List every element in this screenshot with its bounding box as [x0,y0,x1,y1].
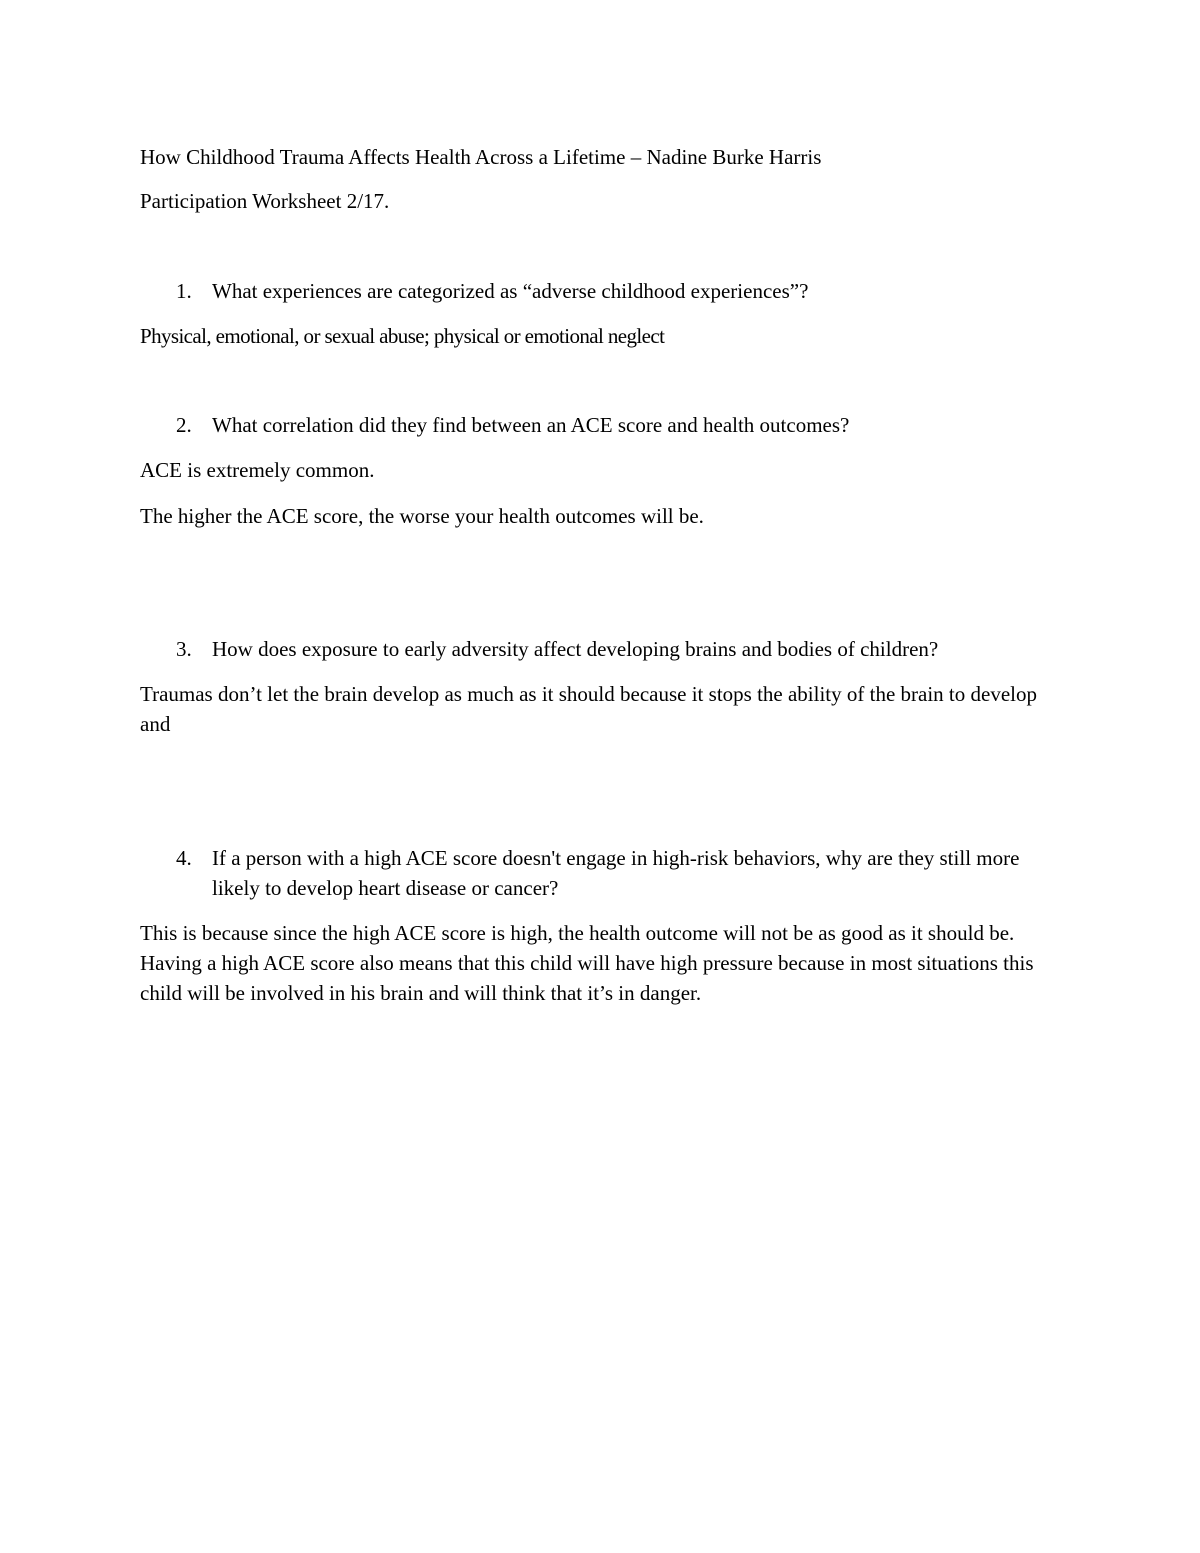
answer-2-line-2: The higher the ACE score, the worse your health outcomes will be. [140,504,704,528]
question-number: 3. [176,637,192,661]
question-text: If a person with a high ACE score doesn't engage in high-risk behaviors, why are they still more likely to develop heart disease or cancer? [212,846,1020,900]
answer-3: Traumas don’t let the brain develop as much as it should because it stops the ability of the brain to develop and [140,682,1037,736]
answer-1-line-1: Physical, emotional, or sexual abuse; physical or emotional neglect [140,324,665,348]
question-2 [176,410,1036,440]
answer-2-line-1: ACE is extremely common. [140,458,375,482]
question-text: What correlation did they find between an ACE score and health outcomes? [212,413,850,437]
question-4 [176,843,1036,903]
question-text: What experiences are categorized as “adverse childhood experiences”? [212,279,809,303]
question-number: 4. [176,846,192,870]
question-text: How does exposure to early adversity affect developing brains and bodies of children? [212,637,939,661]
answer-4: This is because since the high ACE score is high, the health outcome will not be as good as it should be. Having a high ACE score also means that this child will have high pressure because in most situations this child will be involved in his brain and will think that it’s in danger. [140,921,1034,1005]
document-title: How Childhood Trauma Affects Health Across a Lifetime – Nadine Burke Harris [140,145,822,169]
question-1 [176,276,1036,306]
question-number: 2. [176,413,192,437]
question-number: 1. [176,279,192,303]
document-subtitle: Participation Worksheet 2/17. [140,189,390,213]
question-3 [176,634,1036,664]
